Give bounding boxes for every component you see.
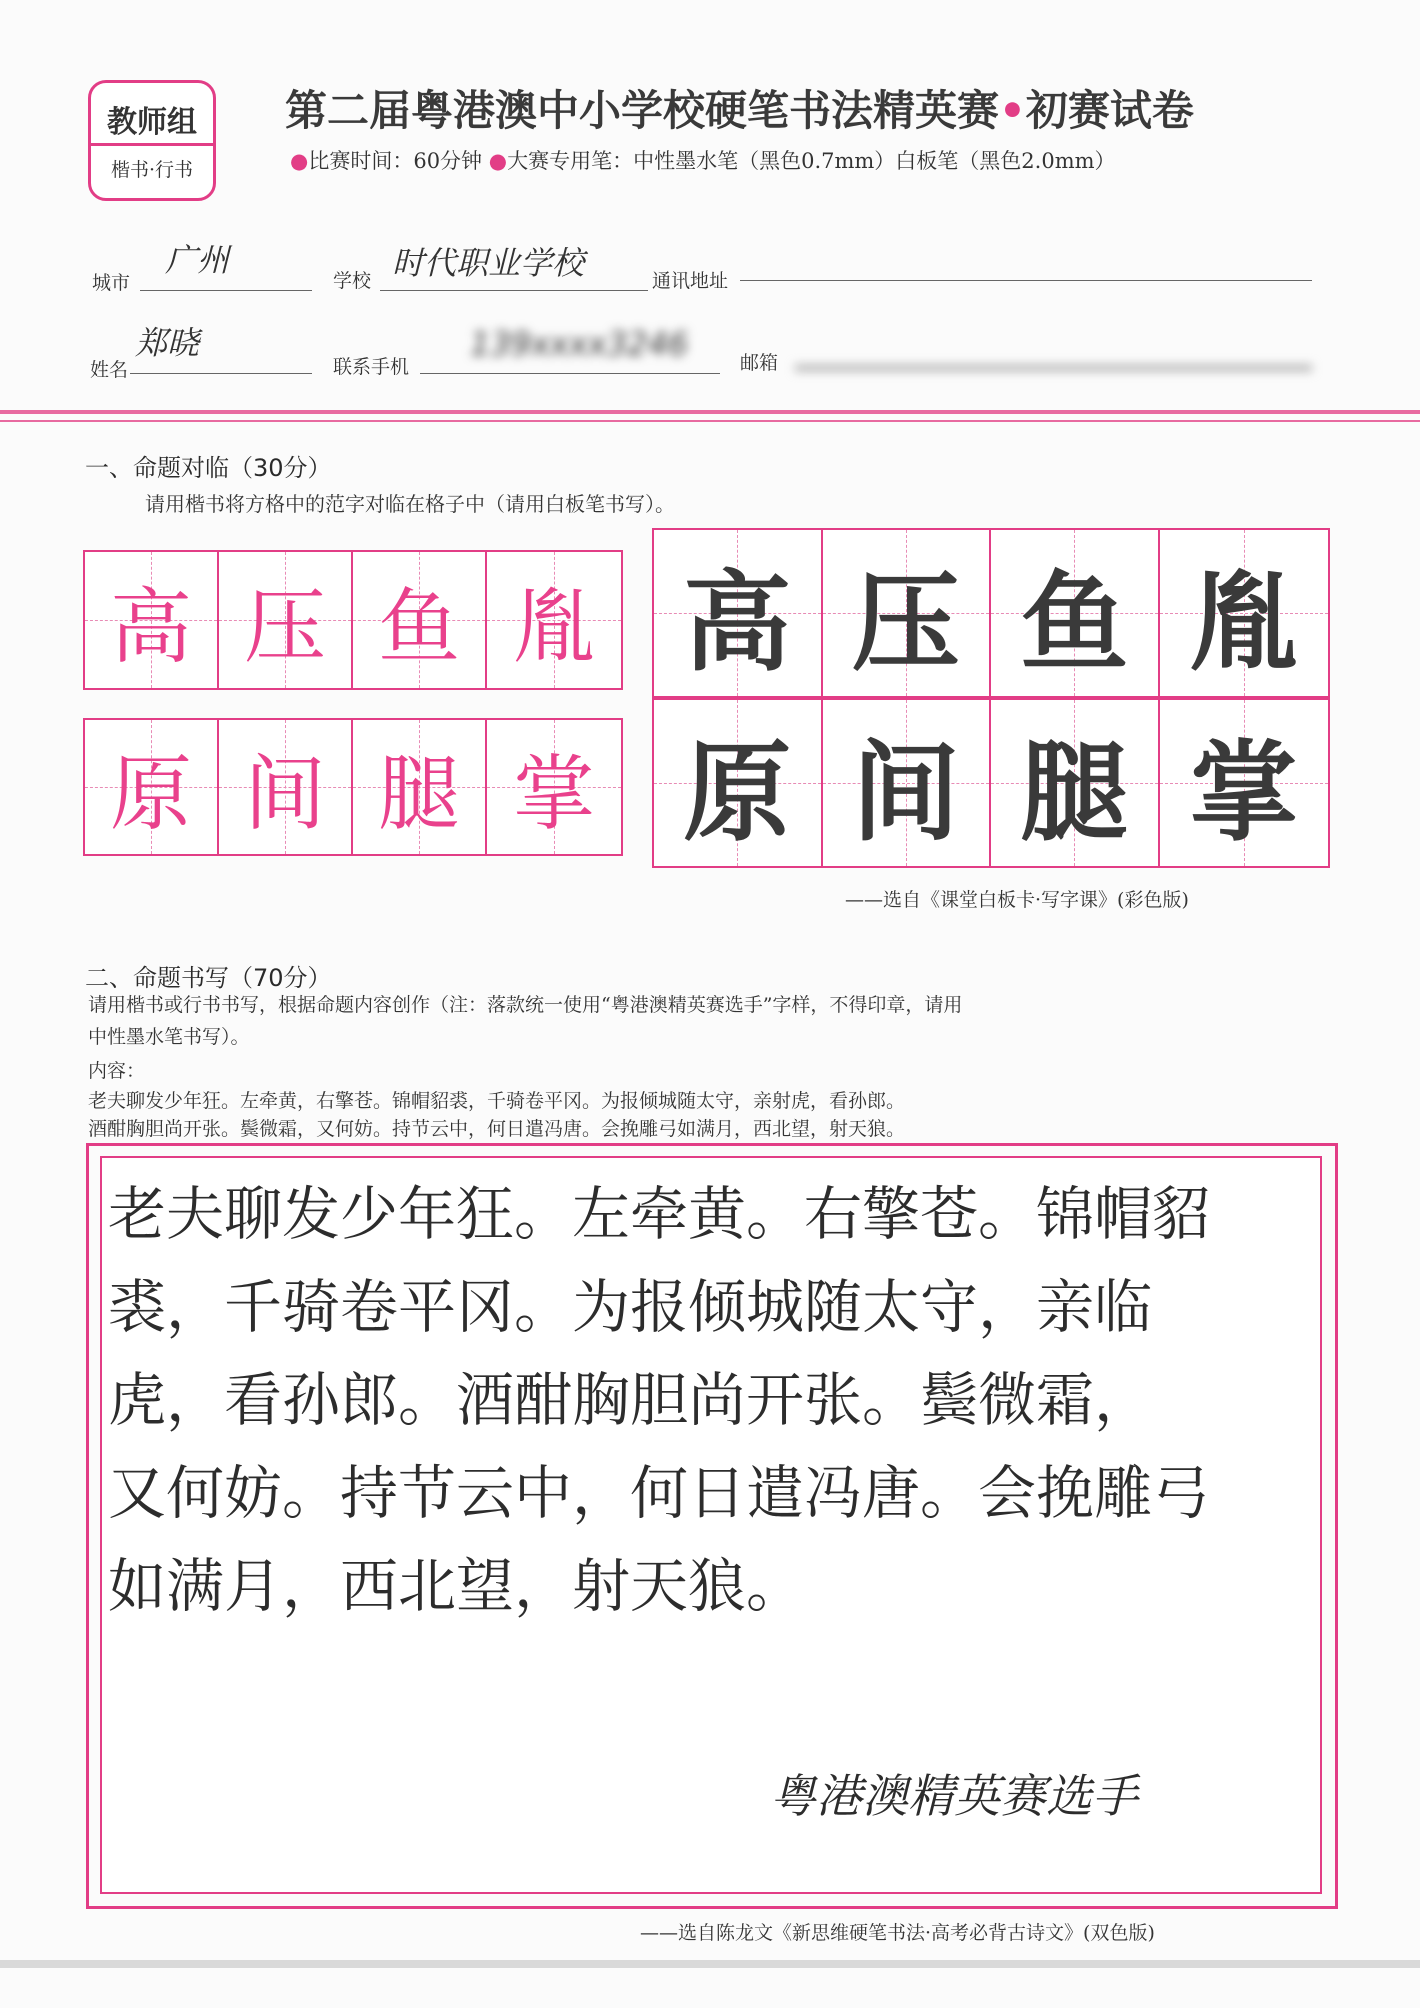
section2-instruction-cont: 中性墨水笔书写）。 — [88, 1026, 250, 1048]
copy-cell[interactable]: 高 — [85, 552, 219, 688]
copy-cell[interactable]: 压 — [219, 552, 353, 688]
bottom-edge — [0, 1960, 1420, 1968]
name-label: 姓名 — [90, 359, 129, 381]
section1-source: ——选自《课堂白板卡·写字课》(彩色版) — [845, 889, 1189, 911]
signature: 粤港澳精英赛选手 — [770, 1769, 1138, 1823]
section2-source: ——选自陈龙文《新思维硬笔书法·高考必背古诗文》(双色版) — [640, 1922, 1155, 1944]
section1-instruction: 请用楷书将方格中的范字对临在格子中（请用白板笔书写）。 — [145, 492, 675, 516]
model-grid-row2 — [652, 698, 1330, 868]
email-field[interactable] — [795, 365, 1312, 371]
bullet-icon: ● — [488, 149, 508, 173]
model-cell: 胤 — [1160, 530, 1329, 696]
name-underline — [130, 373, 312, 374]
school-label: 学校 — [333, 270, 372, 292]
header-divider-thin — [0, 420, 1420, 422]
school-field[interactable]: 时代职业学校 — [392, 244, 585, 282]
copy-cell[interactable]: 腿 — [353, 720, 487, 854]
address-label: 通讯地址 — [652, 270, 729, 292]
model-cell: 间 — [823, 700, 992, 866]
handwritten-text — [108, 1168, 1318, 1633]
copy-cell[interactable]: 掌 — [487, 720, 621, 854]
badge-divider — [91, 143, 213, 146]
content-text-2: 酒酣胸胆尚开张。鬓微霜，又何妨。持节云中，何日遣冯唐。会挽雕弓如满月，西北望，射天狼。 — [88, 1118, 906, 1140]
model-cell: 鱼 — [991, 530, 1160, 696]
copy-cell[interactable]: 原 — [85, 720, 219, 854]
section2-heading: 二、命题书写（70分） — [85, 964, 332, 992]
handwritten-line: 又何妨。持节云中，何日遣冯唐。会挽雕弓 — [108, 1459, 1211, 1527]
title-dot: • — [999, 86, 1026, 135]
city-label: 城市 — [92, 272, 131, 294]
model-cell: 原 — [654, 700, 823, 866]
page-subtitle — [290, 145, 1116, 175]
model-cell: 掌 — [1160, 700, 1329, 866]
school-underline — [380, 290, 648, 291]
subtitle-pen: 大赛专用笔：中性墨水笔（黑色0.7mm）白板笔（黑色2.0mm） — [507, 149, 1116, 173]
handwritten-line: 裘，千骑卷平冈。为报倾城随太守，亲临 — [108, 1273, 1153, 1341]
copy-cell[interactable]: 鱼 — [353, 552, 487, 688]
copy-cell[interactable]: 胤 — [487, 552, 621, 688]
subtitle-time: 比赛时间：60分钟 — [308, 149, 483, 173]
page-title — [285, 78, 1194, 138]
header-divider — [0, 410, 1420, 414]
badge-title: 教师组 — [107, 105, 197, 140]
handwritten-line: 如满月，西北望，射天狼。 — [108, 1552, 805, 1620]
copy-cell[interactable]: 间 — [219, 720, 353, 854]
handwritten-line: 虎，看孙郎。酒酣胸胆尚开张。鬓微霜， — [108, 1366, 1153, 1434]
bullet-icon: ● — [290, 149, 309, 173]
handwritten-line: 老夫聊发少年狂。左牵黄。右擎苍。锦帽貂 — [108, 1180, 1211, 1248]
section1-heading: 一、命题对临（30分） — [85, 454, 332, 482]
address-field[interactable] — [740, 280, 1312, 281]
title-end: 初赛试卷 — [1025, 86, 1194, 135]
content-label: 内容： — [88, 1060, 146, 1082]
content-text-1: 老夫聊发少年狂。左牵黄，右擎苍。锦帽貂裘，千骑卷平冈。为报倾城随太守，亲射虎，看孙郎。 — [88, 1090, 906, 1112]
phone-label: 联系手机 — [333, 356, 410, 378]
group-badge — [88, 80, 216, 201]
section2-instruction: 请用楷书或行书书写，根据命题内容创作（注：落款统一使用“粤港澳精英赛选手”字样，不得印章，请用 — [88, 994, 963, 1016]
city-field[interactable]: 广州 — [165, 241, 230, 279]
model-cell: 压 — [823, 530, 992, 696]
city-underline — [140, 290, 312, 291]
model-grid-row1 — [652, 528, 1330, 698]
model-cell: 腿 — [991, 700, 1160, 866]
copy-grid-row2 — [83, 718, 623, 856]
name-field[interactable]: 郑晓 — [135, 324, 200, 362]
phone-field[interactable]: 139xxxx3246 — [470, 325, 689, 363]
phone-underline — [420, 373, 720, 374]
copy-grid-row1 — [83, 550, 623, 690]
model-cell: 高 — [654, 530, 823, 696]
badge-subtitle: 楷书·行书 — [110, 159, 194, 181]
title-main: 第二届粤港澳中小学校硬笔书法精英赛 — [285, 86, 1000, 135]
email-label: 邮箱 — [740, 352, 779, 374]
